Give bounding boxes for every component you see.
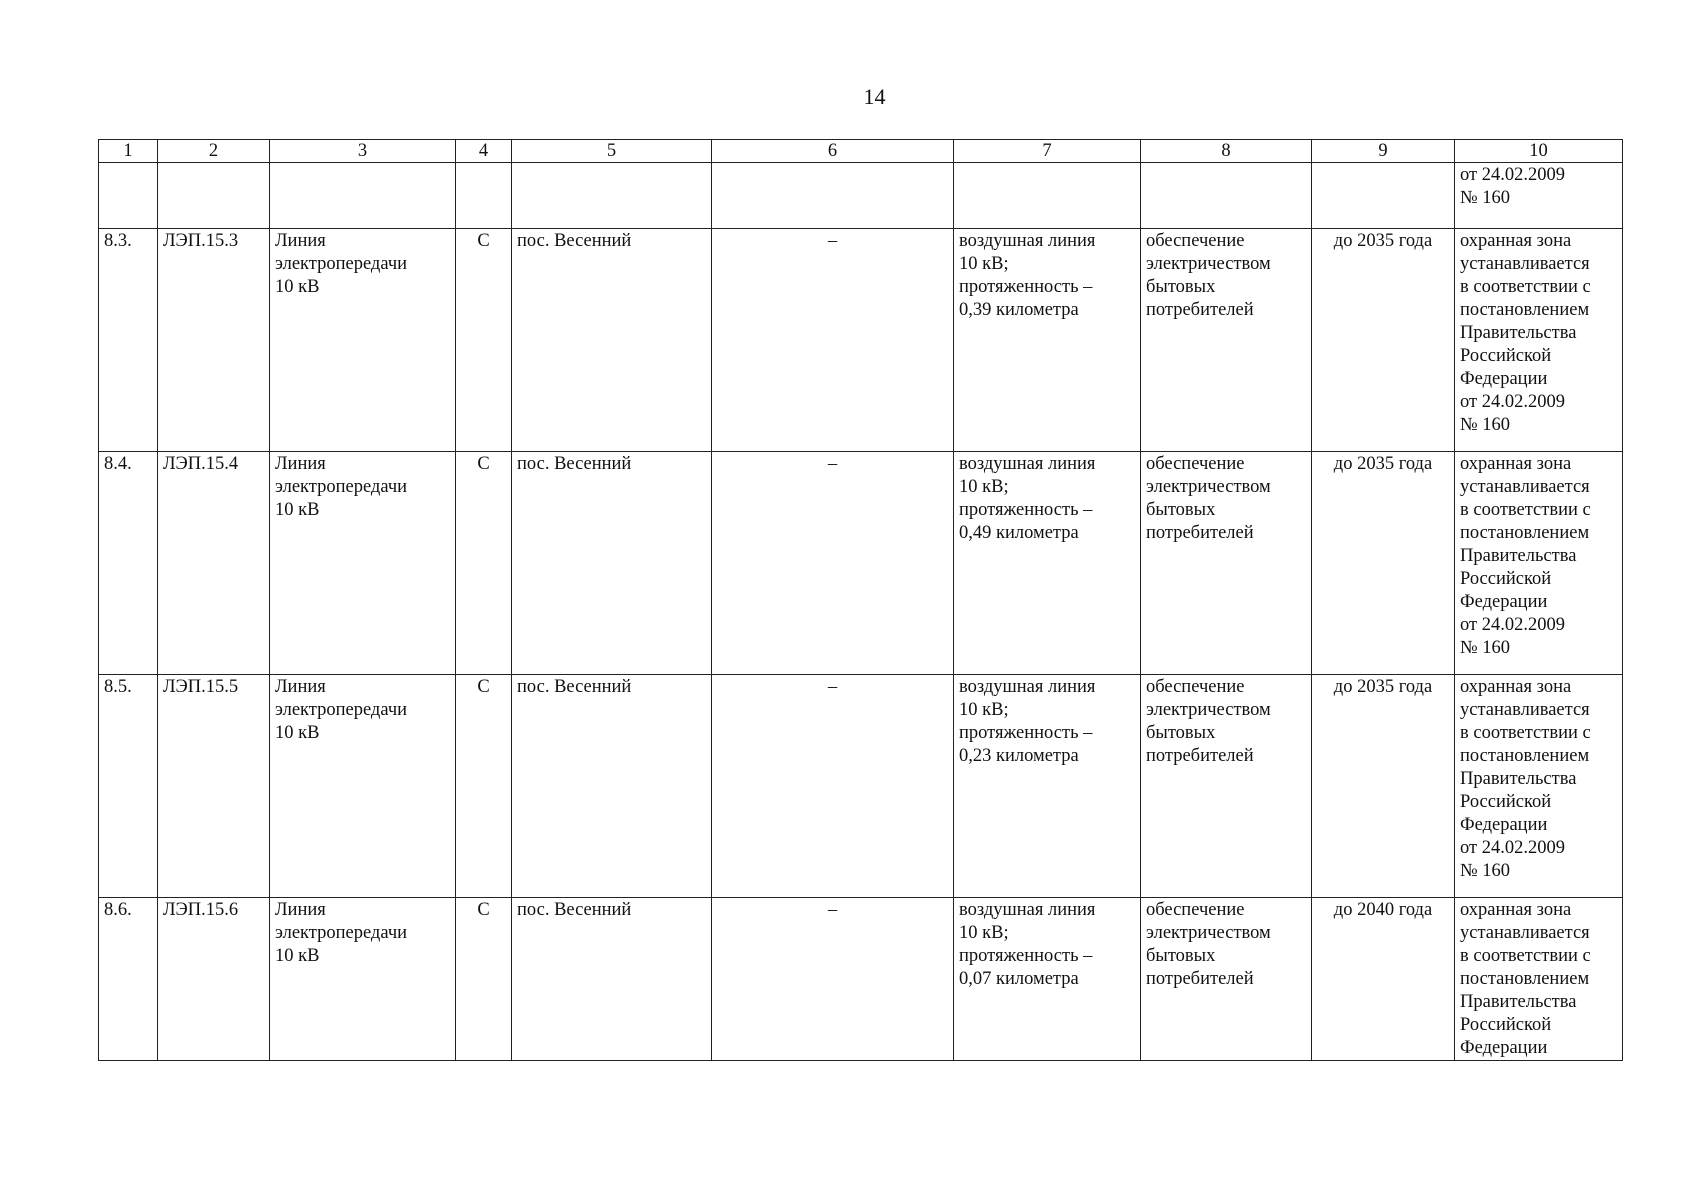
zone-cell: охранная зона устанавливается в соответствии с постановлением Правительства Российской Федерации от 24.02.2009 № 160 (1455, 229, 1623, 452)
empty-cell (1141, 163, 1312, 229)
code-cell: ЛЭП.15.6 (158, 898, 270, 1061)
column-number: 3 (270, 140, 456, 163)
empty-cell (456, 163, 512, 229)
col6-cell: – (712, 452, 954, 675)
table-row (99, 675, 1623, 898)
column-number: 2 (158, 140, 270, 163)
location-cell: пос. Весенний (512, 452, 712, 675)
characteristics-cell: воздушная линия 10 кВ; протяженность – 0,49 километра (954, 452, 1141, 675)
col6-cell: – (712, 898, 954, 1061)
characteristics-cell: воздушная линия 10 кВ; протяженность – 0,23 километра (954, 675, 1141, 898)
table-row (99, 452, 1623, 675)
empty-cell (954, 163, 1141, 229)
column-number: 10 (1455, 140, 1623, 163)
purpose-cell: обеспечение электричеством бытовых потребителей (1141, 229, 1312, 452)
purpose-cell: обеспечение электричеством бытовых потребителей (1141, 452, 1312, 675)
column-number: 7 (954, 140, 1141, 163)
term-cell: до 2035 года (1312, 229, 1455, 452)
col6-cell: – (712, 675, 954, 898)
status-cell: С (456, 675, 512, 898)
empty-cell (158, 163, 270, 229)
column-number: 4 (456, 140, 512, 163)
term-cell: до 2040 года (1312, 898, 1455, 1061)
empty-cell (270, 163, 456, 229)
column-number: 6 (712, 140, 954, 163)
column-number-row (99, 140, 1623, 163)
empty-cell (99, 163, 158, 229)
term-cell: до 2035 года (1312, 452, 1455, 675)
column-number: 9 (1312, 140, 1455, 163)
empty-cell (712, 163, 954, 229)
data-table (98, 139, 1623, 1061)
continuation-row (99, 163, 1623, 229)
term-cell: до 2035 года (1312, 675, 1455, 898)
code-cell: ЛЭП.15.3 (158, 229, 270, 452)
zone-cell: охранная зона устанавливается в соответствии с постановлением Правительства Российской Федерации (1455, 898, 1623, 1061)
location-cell: пос. Весенний (512, 229, 712, 452)
location-cell: пос. Весенний (512, 675, 712, 898)
purpose-cell: обеспечение электричеством бытовых потребителей (1141, 898, 1312, 1061)
empty-cell (512, 163, 712, 229)
empty-cell (1312, 163, 1455, 229)
row-number-cell: 8.3. (99, 229, 158, 452)
col6-cell: – (712, 229, 954, 452)
characteristics-cell: воздушная линия 10 кВ; протяженность – 0,39 километра (954, 229, 1141, 452)
row-number-cell: 8.6. (99, 898, 158, 1061)
column-number: 1 (99, 140, 158, 163)
zone-cell: охранная зона устанавливается в соответствии с постановлением Правительства Российской Федерации от 24.02.2009 № 160 (1455, 675, 1623, 898)
zone-cell: охранная зона устанавливается в соответствии с постановлением Правительства Российской Федерации от 24.02.2009 № 160 (1455, 452, 1623, 675)
table-row (99, 229, 1623, 452)
column-number: 8 (1141, 140, 1312, 163)
characteristics-cell: воздушная линия 10 кВ; протяженность – 0,07 километра (954, 898, 1141, 1061)
code-cell: ЛЭП.15.5 (158, 675, 270, 898)
column-number: 5 (512, 140, 712, 163)
page-number: 14 (863, 84, 886, 109)
row-number-cell: 8.5. (99, 675, 158, 898)
name-cell: Линия электропередачи 10 кВ (270, 898, 456, 1061)
name-cell: Линия электропередачи 10 кВ (270, 452, 456, 675)
name-cell: Линия электропередачи 10 кВ (270, 675, 456, 898)
status-cell: С (456, 898, 512, 1061)
code-cell: ЛЭП.15.4 (158, 452, 270, 675)
name-cell: Линия электропередачи 10 кВ (270, 229, 456, 452)
purpose-cell: обеспечение электричеством бытовых потребителей (1141, 675, 1312, 898)
table-row (99, 898, 1623, 1061)
status-cell: С (456, 452, 512, 675)
zone-cell: от 24.02.2009 № 160 (1455, 163, 1623, 229)
location-cell: пос. Весенний (512, 898, 712, 1061)
row-number-cell: 8.4. (99, 452, 158, 675)
status-cell: С (456, 229, 512, 452)
